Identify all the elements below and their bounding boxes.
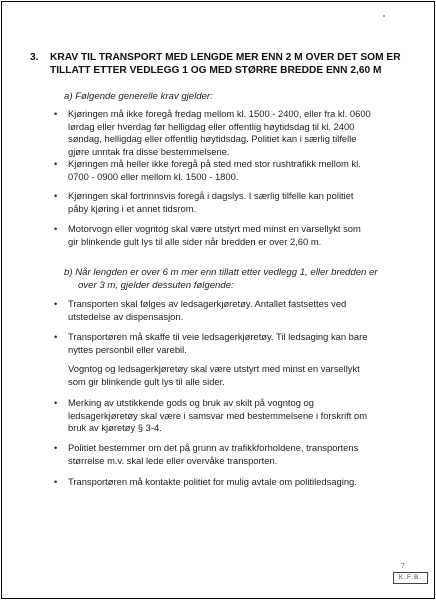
section-number: 3. — [30, 52, 39, 63]
list-item-line: Kjøringen må ikke foregå fredag mellom kl. 1500 - 2400, eller fra kl. 0600 — [68, 108, 371, 119]
list-item-line: utstedelse av dispensasjon. — [68, 310, 184, 322]
bullet-icon: • — [54, 442, 58, 453]
bullet-icon: • — [54, 397, 58, 408]
bullet-icon: • — [54, 331, 58, 342]
list-item-line: gir blinkende gult lys til alle sider når bredden er over 2,60 m. — [68, 235, 322, 247]
list-item-line: gjøre unntak fra disse bestemmelsene. — [68, 145, 230, 157]
list-item-line: Merking av utstikkende gods og bruk av skilt på vogntog og — [68, 397, 314, 408]
bullet-icon: • — [54, 298, 58, 309]
list-item-line: Transportøren må kontakte politiet for mulig avtale om politiledsaging. — [68, 476, 357, 487]
list-item-line: størrelse m.v. skal lede eller overvåke transporten. — [68, 454, 278, 466]
list-item-line: bruk av kjøretøy § 3-4. — [68, 422, 162, 434]
list-item-line: Kjøringen må heller ikke foregå på sted med stor rushtrafikk mellom kl. — [68, 158, 361, 169]
subsection-b-label-line-1: b) Når lengden er over 6 m mer enn tillatt etter vedlegg 1, eller bredden er — [64, 267, 378, 278]
list-item-line: Kjøringen skal fortrinnsvis foregå i dagslys. I særlig tilfelle kan politiet — [68, 190, 354, 201]
bullet-icon: • — [54, 190, 58, 201]
list-item-line: 0700 - 0900 eller mellom kl. 1500 - 1800. — [68, 170, 239, 182]
list-item-line: nyttes personbil eller varebil. — [68, 343, 187, 355]
list-item-line: søndag, helligdag eller offentlig høytidsdag. Politiet kan i særlig tilfelle — [68, 133, 357, 145]
page-number: 7 — [401, 562, 405, 570]
paragraph-line: Vogntog og ledsagerkjøretøy skal være utstyrt med minst en varsellykt — [68, 363, 360, 374]
list-item-line: Politiet bestemmer om det på grunn av trafikkforholdene, transportens — [68, 442, 359, 453]
heading-line-2: TILLATT ETTER VEDLEGG 1 OG MED STØRRE BREDDE ENN 2,60 M — [50, 65, 382, 76]
list-item-line: påby kjøring i et annet tidsrom. — [68, 202, 197, 214]
heading-line-1: KRAV TIL TRANSPORT MED LENGDE MER ENN 2 M OVER DET SOM ER — [50, 52, 401, 63]
paragraph — [68, 363, 398, 388]
subsection-b-label-line-2: over 3 m, gjelder dessuten følgende: — [78, 280, 234, 291]
list-item-line: ledsagerkjøretøy skal være i samsvar med bestemmelsene i forskrift om — [68, 409, 368, 421]
stamp: K.F.B. — [393, 572, 428, 584]
subsection-a-label: a) Følgende generelle krav gjelder: — [64, 91, 213, 102]
bullet-icon: • — [54, 158, 58, 169]
list-item-line: lørdag eller hverdag før helligdag eller offentlig høytidsdag til kl. 2400 — [68, 120, 355, 132]
subsection-b-label — [64, 266, 394, 292]
bullet-icon: • — [54, 476, 58, 487]
bullet-icon: • — [54, 108, 58, 119]
scan-speck — [383, 15, 385, 17]
bullet-icon: • — [54, 223, 58, 234]
document-page — [1, 1, 435, 599]
paragraph-line: som gir blinkende gult lys til alle sider. — [68, 375, 225, 387]
list-item-line: Transporten skal følges av ledsagerkjøretøy. Antallet fastsettes ved — [68, 298, 347, 309]
list-item-line: Transportøren må skaffe til veie ledsagerkjøretøy. Til ledsaging kan bare — [68, 331, 368, 342]
list-item-line: Motorvogn eller vogntog skal være utstyrt med minst en varsellykt som — [68, 223, 361, 234]
